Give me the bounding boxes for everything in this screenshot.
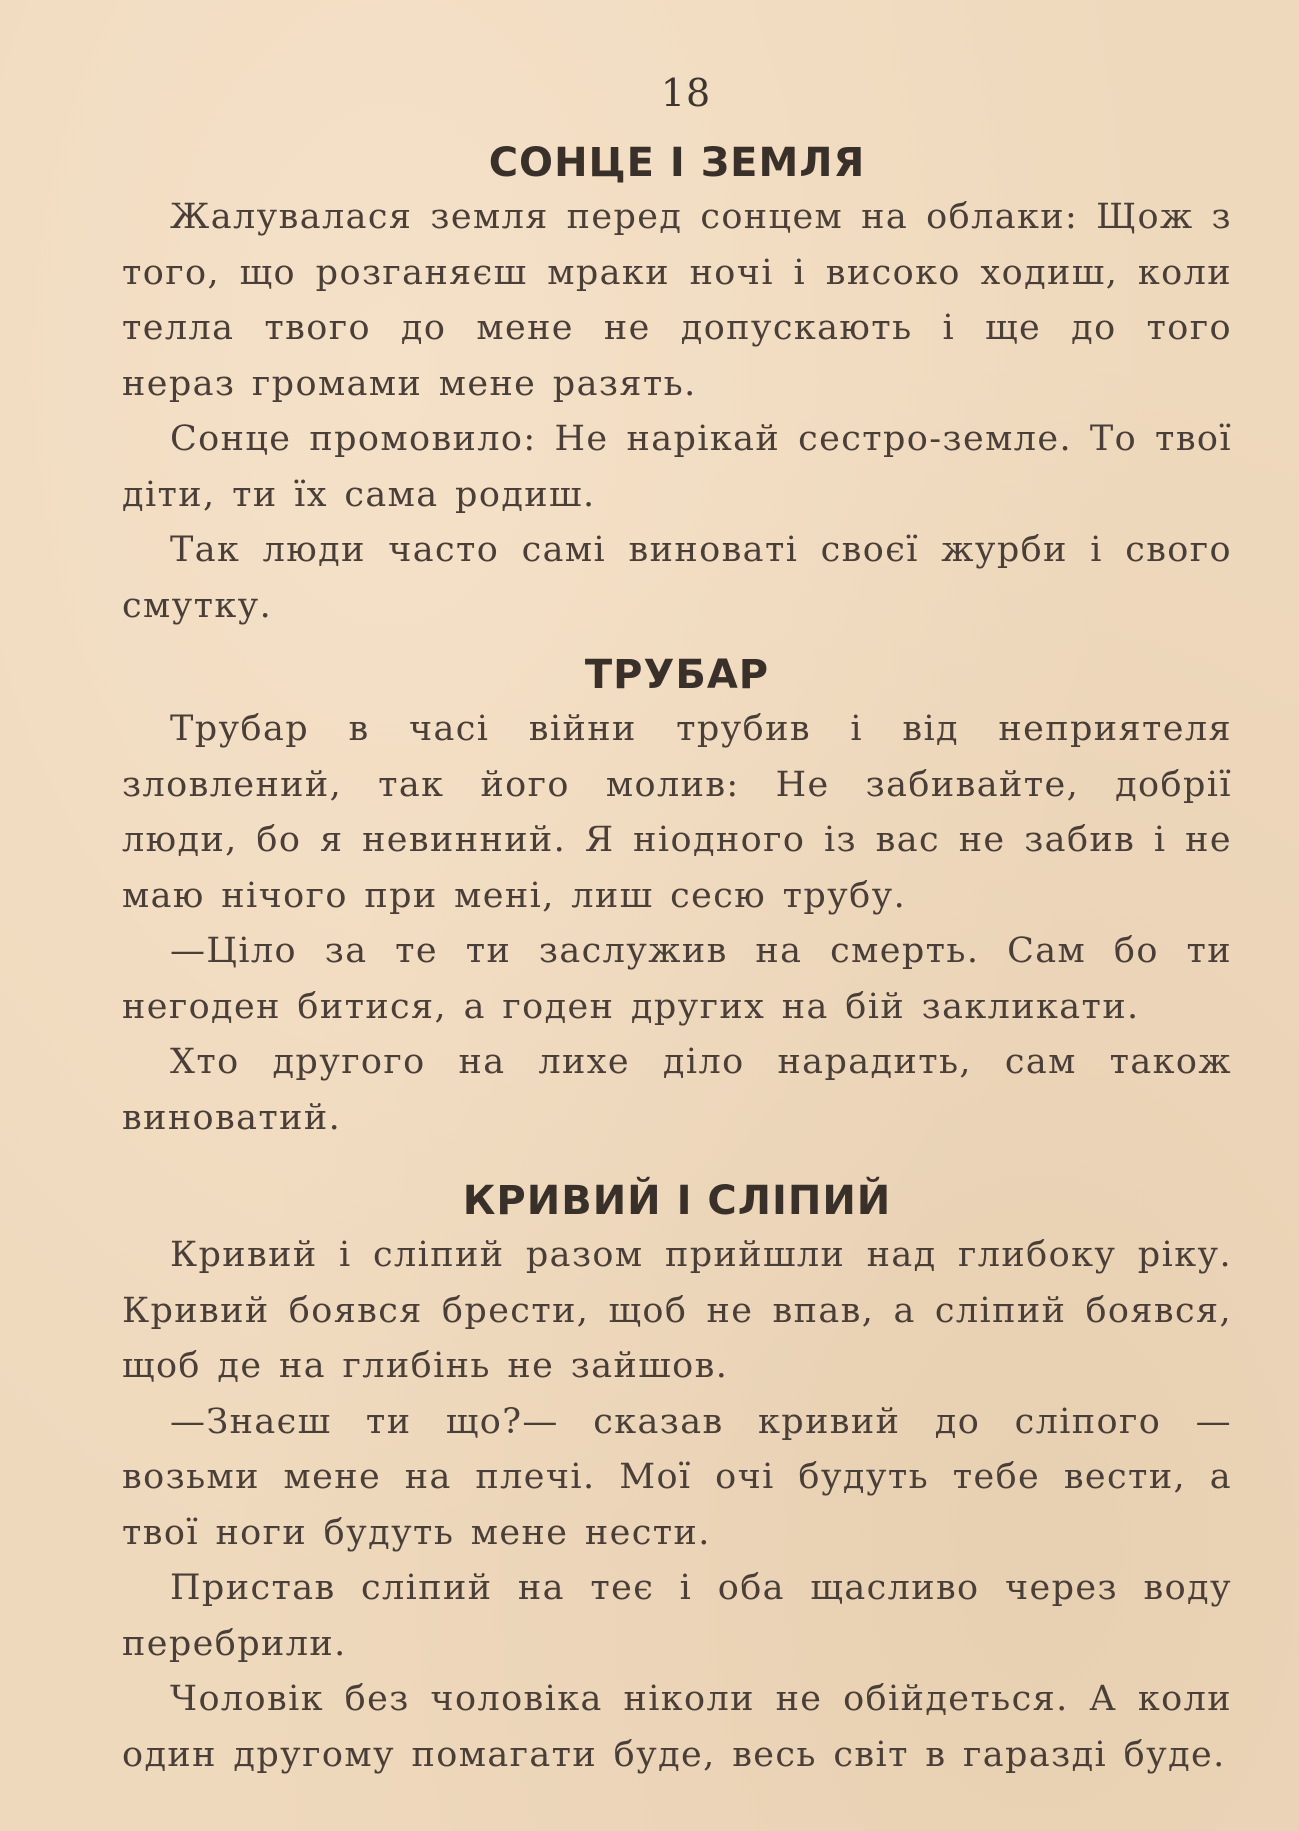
paragraph: Трубар в часі війни трубив і від неприятеля зловлений, так його молив: Не забивайте, добрії люди, бо я невинний. Я ніодного із вас не забив і не маю нічого при мені, лиш сесю трубу. bbox=[122, 709, 1232, 916]
paragraph: —Знаєш ти що?— сказав кривий до сліпого — возьми мене на плечі. Мої очі будуть тебе вести, а твої ноги будуть мене нести. bbox=[122, 1401, 1232, 1553]
story-trumpeter bbox=[122, 648, 1232, 1146]
book-page bbox=[122, 68, 1232, 1783]
story-sun-and-earth bbox=[122, 136, 1232, 634]
story-title: СОНЦЕ І ЗЕМЛЯ bbox=[488, 140, 866, 186]
story-lame-and-blind bbox=[122, 1174, 1232, 1783]
paragraph: Жалувалася земля перед сонцем на облаки: Щож з того, що розганяєш мраки ночі і високо ходиш, коли телла твого до мене не допускають і ще до того нераз громами мене разять. bbox=[122, 197, 1232, 404]
story-title: КРИВИЙ І СЛІПИЙ bbox=[462, 1178, 892, 1224]
paragraph: Чоловік без чоловіка ніколи не обійдеться. А коли один другому помагати буде, весь світ в гаразді буде. bbox=[122, 1679, 1232, 1775]
paragraph: Кривий і сліпий разом прийшли над глибоку ріку. Кривий боявся брести, щоб не впав, а сліпий боявся, щоб де на глибінь не зайшов. bbox=[122, 1235, 1232, 1386]
paragraph: Пристав сліпий на теє і оба щасливо через воду перебрили. bbox=[122, 1568, 1232, 1664]
page-number: 18 bbox=[660, 71, 712, 115]
paragraph: Так люди часто самі виноваті своєї журби і свого смутку. bbox=[122, 530, 1232, 626]
paragraph: Хто другого на лихе діло нарадить, сам також виноватий. bbox=[122, 1042, 1232, 1138]
paragraph: Сонце промовило: Не нарікай сестро-земле. То твої діти, ти їх сама родиш. bbox=[122, 419, 1232, 515]
story-title: ТРУБАР bbox=[584, 652, 770, 698]
paragraph: —Ціло за те ти заслужив на смерть. Сам бо ти негоден битися, а годен других на бій закликати. bbox=[122, 931, 1232, 1027]
